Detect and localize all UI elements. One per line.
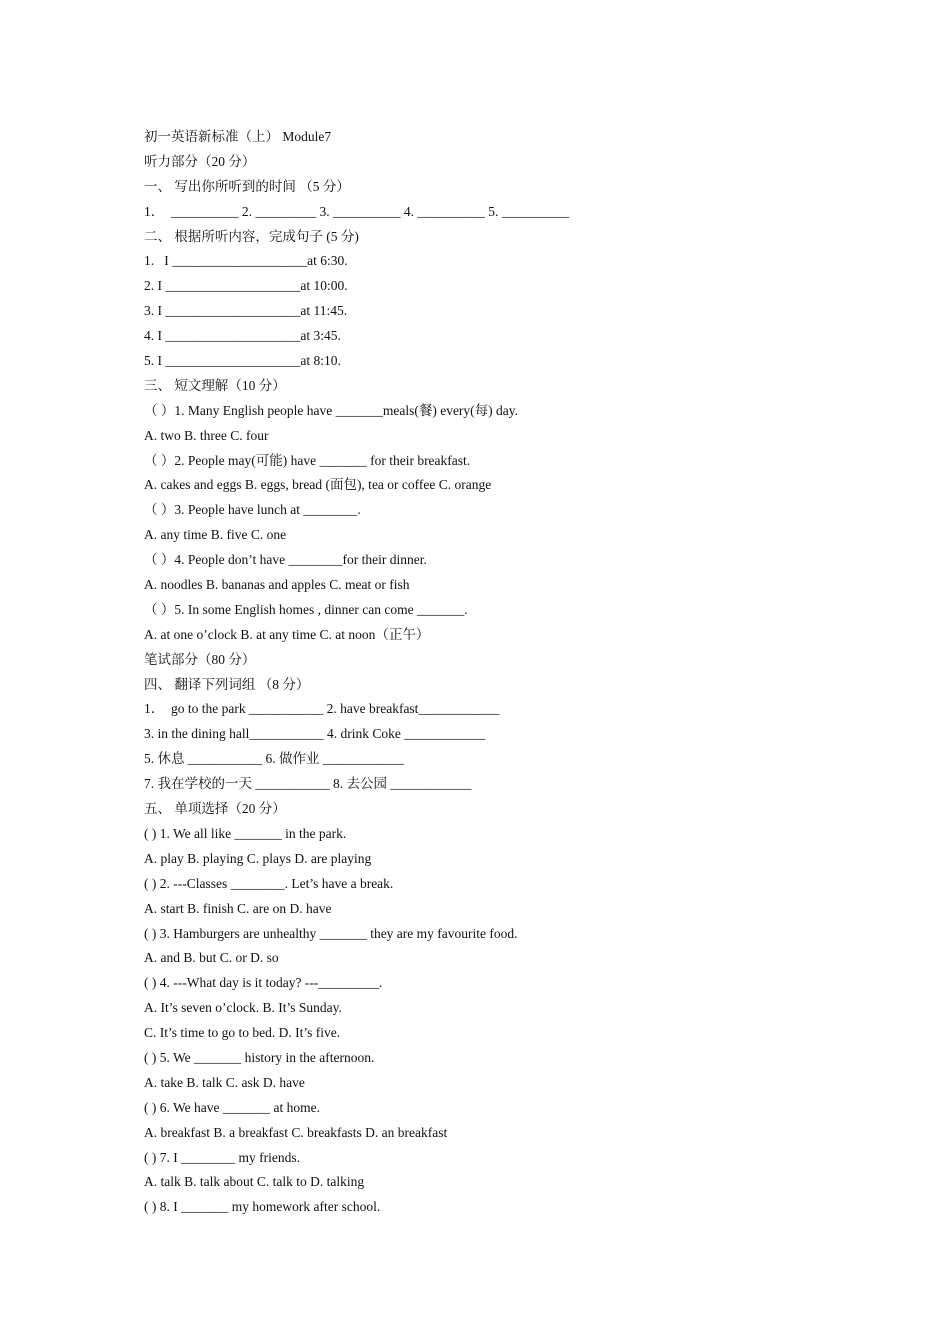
document-line: 1. I ____________________at 6:30. [144,253,348,269]
document-line: C. It’s time to go to bed. D. It’s five. [144,1025,341,1041]
document-line: A. any time B. five C. one [144,527,287,543]
document-line: 三、 短文理解（10 分） [144,377,286,393]
document-line: A. start B. finish C. are on D. have [144,900,332,916]
document-line: 2. I ____________________at 10:00. [144,278,348,294]
document-body [144,125,844,1220]
document-line: A. breakfast B. a breakfast C. breakfasts D. an breakfast [144,1124,448,1140]
document-line: ( ) 1. We all like _______ in the park. [144,825,347,841]
document-line: 四、 翻译下列词组 （8 分） [144,676,310,692]
document-line: 5. I ____________________at 8:10. [144,353,341,369]
document-line: 初一英语新标准（上） Module7 [144,129,332,144]
document-line: 5. 休息 ___________ 6. 做作业 ____________ [144,751,404,767]
document-line: （ ）5. In some English homes , dinner can come _______. [144,601,468,617]
document-line: ( ) 5. We _______ history in the afternoon. [144,1049,375,1065]
document-line: A. noodles B. bananas and apples C. meat or fish [144,577,410,593]
document-line: ( ) 6. We have _______ at home. [144,1099,320,1115]
document-line: 3. in the dining hall___________ 4. drink Coke ____________ [144,726,486,742]
document-line: A. It’s seven o’clock. B. It’s Sunday. [144,1000,342,1016]
document-line: A. talk B. talk about C. talk to D. talking [144,1174,365,1190]
document-line: A. and B. but C. or D. so [144,950,279,966]
document-line: 4. I ____________________at 3:45. [144,328,341,344]
document-line: ( ) 7. I ________ my friends. [144,1149,300,1165]
document-line: （ ）1. Many English people have _______meals(餐) every(每) day. [144,402,519,418]
document-line: ( ) 8. I _______ my homework after school. [144,1199,381,1215]
document-line: （ ）4. People don’t have ________for their dinner. [144,552,427,568]
document-line: A. cakes and eggs B. eggs, bread (面包), tea or coffee C. orange [144,477,492,493]
document-line: （ ）2. People may(可能) have _______ for their breakfast. [144,452,471,468]
document-line: 1． go to the park ___________ 2. have breakfast____________ [144,701,500,717]
document-line: 3. I ____________________at 11:45. [144,303,348,319]
document-line: 听力部分（20 分） [144,153,256,169]
document-line: ( ) 4. ---What day is it today? ---_________. [144,975,383,991]
document-line: ( ) 3. Hamburgers are unhealthy _______ they are my favourite food. [144,925,518,941]
document-line: 五、 单项选择（20 分） [144,801,286,817]
document-line: （ ）3. People have lunch at ________. [144,502,361,518]
document-line: 7. 我在学校的一天 ___________ 8. 去公园 ____________ [144,776,472,792]
document-line: A. play B. playing C. plays D. are playing [144,850,372,866]
document-line: 1． __________ 2. _________ 3. __________ 4. __________ 5. __________ [144,203,570,219]
document-line: 一、 写出你所听到的时间 （5 分） [144,178,350,194]
document-line: A. at one o’clock B. at any time C. at noon（正午） [144,626,430,642]
document-line: A. take B. talk C. ask D. have [144,1074,305,1090]
document-line: A. two B. three C. four [144,427,269,443]
document-line: 二、 根据所听内容，完成句子 (5 分) [144,228,359,244]
document-line: 笔试部分（80 分） [144,651,256,667]
document-line: ( ) 2. ---Classes ________. Let’s have a break. [144,875,394,891]
